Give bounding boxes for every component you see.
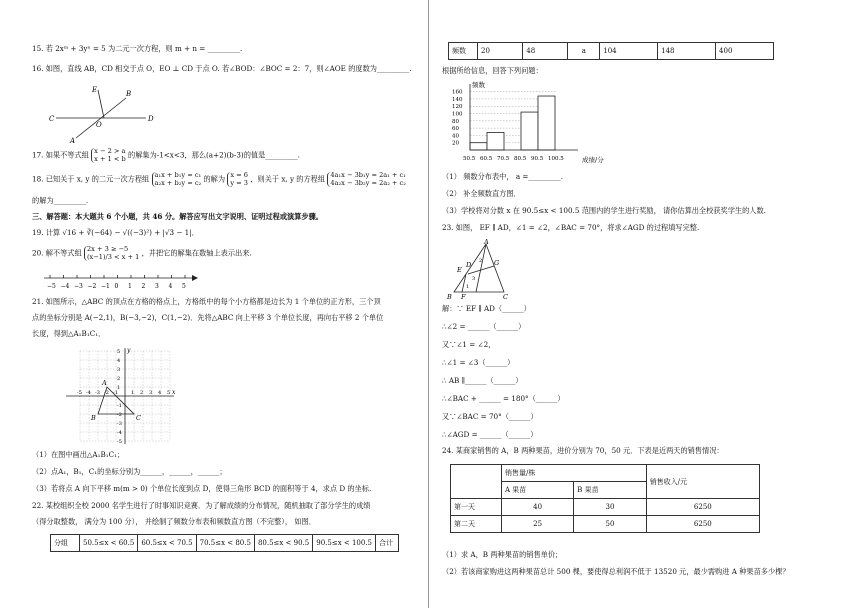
proof-line: ∴ AB ∥______（______）	[442, 376, 523, 385]
q20-system	[84, 246, 139, 261]
table-cell: 频数	[449, 43, 478, 60]
grid-y-tick: 2	[117, 376, 121, 382]
table-cell: 分组	[51, 535, 80, 552]
proof-line: 又∵∠BAC = 70°（______）	[442, 412, 538, 421]
fig23-g: G	[494, 259, 500, 267]
label-d: D	[148, 115, 154, 123]
table-cell: 第一天	[451, 499, 502, 516]
fig23-e: E	[457, 266, 462, 274]
question-24: 24. 某商家销售的 A，B 两种果苗，进价分别为 70，50 元．下表是近两天的销售情况：	[442, 446, 724, 455]
proof-line: 又∵∠1 = ∠2，	[442, 340, 496, 349]
q18-mid: 的解为	[203, 174, 226, 184]
histogram-x-tick: 60.5	[480, 156, 493, 162]
fig23-angle3: 3	[472, 276, 476, 282]
histogram-y-tick: 40	[452, 133, 459, 140]
grid-x-tick: 3	[149, 390, 153, 396]
numberline-label: 4	[168, 283, 173, 290]
grid-y-tick: -5	[117, 439, 122, 445]
table-row	[451, 465, 760, 482]
q23-figure	[446, 238, 512, 300]
grid-y-tick: 4	[117, 358, 121, 364]
frequency-table-counts	[448, 42, 774, 60]
section-3-header: 三、解答题：本大题共 6 个小题，共 46 分。解答应写出文字说明、证明过程或演算步骤。	[32, 212, 323, 221]
grid-y-tick: 5	[117, 349, 121, 355]
q16-figure	[46, 82, 166, 144]
fig23-angle2: 2	[479, 258, 483, 264]
table-cell: 6250	[646, 499, 759, 516]
numberline-label: 1	[128, 283, 132, 290]
q20-eq1: 2x + 3 ≥ −5	[86, 245, 129, 253]
q17-suffix: 的解集为-1<x<3，那么(a+2)(b-3)的值是_________.	[128, 150, 300, 160]
numberline-label: −2	[87, 283, 97, 290]
table-cell: 20	[478, 43, 523, 60]
frequency-table-groups	[50, 534, 399, 552]
proof-line: ∴∠1 = ∠3（______）	[442, 358, 515, 367]
grid-x-tick: -4	[86, 390, 91, 396]
header-b: B 果苗	[574, 482, 646, 499]
q22-sub1: （1） 频数分布表中， a =_________.	[442, 172, 564, 181]
histogram-y-tick: 60	[452, 126, 459, 133]
q18-s1-eq1: a₁x + b₁y = c₁	[154, 171, 202, 179]
q18-s2-eq1: x = 6	[230, 171, 248, 179]
q20-eq2: (x−1)/3 < x + 1	[86, 252, 140, 261]
q17-prefix: 17. 如果不等式组	[32, 150, 89, 160]
q22-info: 根据所给信息，回答下列问题：	[442, 66, 543, 75]
question-17	[32, 148, 416, 163]
question-21-line2: 点的坐标分别是 A(−2,1)，B(−3,−2)，C(1,−2)．先将△ABC 向上平移 3 个单位长度，再向右平移 2 个单位	[32, 313, 384, 322]
q21-sub2: （2）点A₁，B₁，C₁的坐标分别为______，______，______；	[32, 467, 227, 476]
histogram-y-tick: 140	[452, 96, 463, 103]
question-16: 16. 如图，直线 AB，CD 相交于点 O，EO ⊥ CD 于点 O. 若∠BOD：∠BOC = 2：7，则∠AOE 的度数为_________.	[32, 64, 412, 73]
proof-line: 解：∵ EF ∥ AD（______）	[442, 304, 531, 313]
header-income: 销售收入/元	[646, 465, 759, 499]
table-cell: 70.5≤x < 80.5	[196, 535, 254, 552]
table-cell: 50.5≤x < 60.5	[80, 535, 138, 552]
table-cell: 104	[600, 43, 658, 60]
q18-s3-eq1: 4a₁x − 3b₁y = 2a₁ + c₁	[330, 171, 406, 179]
coordinate-grid	[60, 346, 180, 446]
histogram-x-tick: 80.5	[514, 156, 527, 162]
q21-sub1: （1）在图中画出△A₁B₁C₁；	[32, 450, 125, 459]
question-20	[32, 246, 416, 261]
fig23-angle1: 1	[466, 284, 470, 290]
label-c: C	[49, 115, 55, 123]
question-15: 15. 若 2xᵐ + 3yⁿ = 5 为二元一次方程，则 m + n = _________.	[32, 44, 243, 53]
label-b: B	[126, 90, 132, 98]
left-column	[32, 0, 416, 608]
proof-line: ∴∠AGD = ______（______）	[442, 430, 538, 439]
histogram-x-tick: 100.5	[548, 156, 564, 162]
table-cell: 148	[658, 43, 716, 60]
grid-x-tick: 1	[131, 390, 135, 396]
grid-x-tick: -1	[113, 390, 118, 396]
table-cell: 90.5≤x < 100.5	[313, 535, 376, 552]
question-22-line1: 22. 某校组织全校 2000 名学生进行了时事知识竞赛．为了解成绩的分布情况，随机抽取了部分学生的成绩	[32, 501, 371, 510]
histogram-x-tick: 50.5	[463, 156, 476, 162]
q20-suffix: ，并把它的解集在数轴上表示出来.	[141, 248, 252, 258]
table-cell: 25	[502, 516, 574, 533]
question-18	[32, 172, 416, 187]
table-cell: 60.5≤x < 70.5	[138, 535, 196, 552]
proof-line: ∴∠2 = ______（______）	[442, 322, 526, 331]
histogram-y-label: 频数	[472, 81, 485, 89]
table-cell: 40	[502, 499, 574, 516]
right-column	[442, 0, 834, 608]
sales-table	[450, 464, 760, 533]
fig23-f: F	[461, 293, 466, 300]
q24-sub2: （2）若该商家购进这两种果苗总计 500 棵，要使得总利润不低于 13520 元，最少需购进 A 种果苗多少棵？	[442, 567, 790, 576]
numberline-label: −5	[47, 283, 56, 290]
q20-prefix: 20. 解不等式组	[32, 248, 82, 258]
q18-s1-eq2: a₂x + b₂y = c₂	[154, 178, 202, 187]
histogram-y-tick: 100	[452, 111, 463, 118]
label-o: O	[96, 121, 102, 129]
grid-y-tick: 3	[117, 367, 121, 373]
axis-x-letter: x	[172, 389, 176, 396]
fig23-b: B	[447, 293, 452, 300]
numberline-label: −4	[60, 283, 70, 290]
histogram-bar	[521, 112, 538, 150]
histogram-x-tick: 90.5	[531, 156, 544, 162]
numberline-label: −1	[101, 283, 110, 290]
grid-x-tick: 5	[167, 390, 171, 396]
table-cell: 80.5≤x < 90.5	[254, 535, 312, 552]
question-23: 23. 如图， EF ∥ AD，∠1 = ∠2，∠BAC = 70°，将求∠AGD 的过程填写完整.	[442, 223, 700, 232]
column-divider	[428, 0, 429, 608]
histogram-y-tick: 160	[452, 89, 463, 96]
table-cell: a	[568, 43, 600, 60]
histogram-y-tick: 120	[452, 104, 463, 111]
question-21-line1: 21. 如图所示，△ABC 的顶点在方格的格点上，方格纸中的每个小方格都是边长为 1 个单位的正方形，三个顶	[32, 297, 381, 306]
grid-x-tick: -3	[95, 390, 100, 396]
histogram-bar	[538, 96, 555, 150]
table-row	[51, 535, 399, 552]
fig23-c: C	[503, 293, 508, 300]
numberline-label: −3	[74, 283, 83, 290]
table-cell: 400	[716, 43, 774, 60]
question-18-end: 的解为_________.	[32, 196, 89, 205]
table-cell: 合计	[376, 535, 399, 552]
table-cell-blank	[451, 465, 502, 499]
q17-system	[91, 148, 126, 163]
q18-system-2	[227, 172, 248, 187]
axis-y-letter: y	[127, 347, 131, 354]
table-cell: 第二天	[451, 516, 502, 533]
q18-prefix: 18. 已知关于 x, y 的二元一次方程组	[32, 174, 150, 184]
table-cell: 50	[574, 516, 646, 533]
table-row	[449, 43, 774, 60]
table-cell: 6250	[646, 516, 759, 533]
histogram-y-tick: 80	[452, 118, 459, 125]
grid-y-tick: -4	[117, 430, 122, 436]
q18-s3-eq2: 4a₂x − 3b₂y = 2a₂ + c₂	[330, 178, 406, 187]
q18-mid2: ，则关于 x, y 的方程组	[250, 174, 326, 184]
q24-sub1: （1）求 A，B 两种果苗的销售单价；	[442, 550, 563, 559]
histogram-bar	[487, 132, 504, 150]
vertex-c-label: C	[136, 414, 141, 422]
question-21-line3: 长度，得到△A₁B₁C₁．	[32, 329, 106, 338]
histogram-x-tick: 70.5	[497, 156, 510, 162]
grid-x-tick: 2	[140, 390, 144, 396]
numberline-label: 5	[182, 283, 186, 290]
numberline-label: 0	[114, 283, 119, 290]
grid-y-tick: -2	[117, 412, 122, 418]
grid-x-tick: -5	[77, 390, 82, 396]
grid-x-tick: -2	[104, 390, 109, 396]
grid-y-tick: -3	[117, 421, 122, 427]
vertex-b-label: B	[91, 414, 96, 422]
table-row	[451, 499, 760, 516]
q17-eq2: x + 1 < b	[94, 154, 126, 163]
fig23-d: D	[466, 261, 472, 269]
histogram-bar	[470, 143, 487, 150]
numberline-label: 2	[141, 283, 146, 290]
grid-y-tick: -1	[117, 403, 122, 409]
histogram-x-label: 成绩/分	[582, 156, 604, 164]
question-19: 19. 计算 √16 + ∛(−64) − √((−3)²) + |√3 − 1|．	[32, 228, 199, 237]
q22-sub3: （3）学校将对分数 x 在 90.5≤x < 100.5 范围内的学生进行奖励， 请你估算出全校获奖学生的人数.	[442, 206, 766, 215]
header-a: A 果苗	[502, 482, 574, 499]
q22-sub2: （2） 补全频数直方图．	[442, 189, 521, 198]
number-line	[42, 272, 202, 296]
table-row	[451, 516, 760, 533]
label-a: A	[70, 137, 76, 144]
table-cell: 30	[574, 499, 646, 516]
q18-s2-eq2: y = 3	[230, 178, 248, 187]
table-cell: 48	[523, 43, 568, 60]
header-sales: 销售量/株	[502, 465, 647, 482]
grid-y-tick: 1	[117, 385, 121, 391]
numberline-label: 3	[155, 283, 159, 290]
frequency-histogram	[450, 80, 620, 168]
question-22-line2: （得分取整数， 满分为 100 分）， 并绘制了频数分布表和频数直方图（不完整）， 如图．	[32, 517, 316, 526]
q18-system-3	[327, 172, 406, 187]
q21-sub3: （3）若将点 A 向下平移 m(m > 0) 个单位长度到点 D，使得三角形 BCD 的面积等于 4，求点 D 的坐标.	[32, 484, 372, 493]
fig23-a: A	[484, 238, 489, 246]
q18-system-1	[152, 172, 202, 187]
proof-line: ∴∠BAC + ______ = 180°（______）	[442, 394, 565, 403]
q17-eq1: x − 2 > a	[94, 147, 126, 155]
vertex-a-label: A	[102, 379, 107, 387]
grid-x-tick: 4	[158, 390, 162, 396]
label-e: E	[92, 86, 98, 94]
histogram-y-tick: 20	[452, 140, 459, 147]
